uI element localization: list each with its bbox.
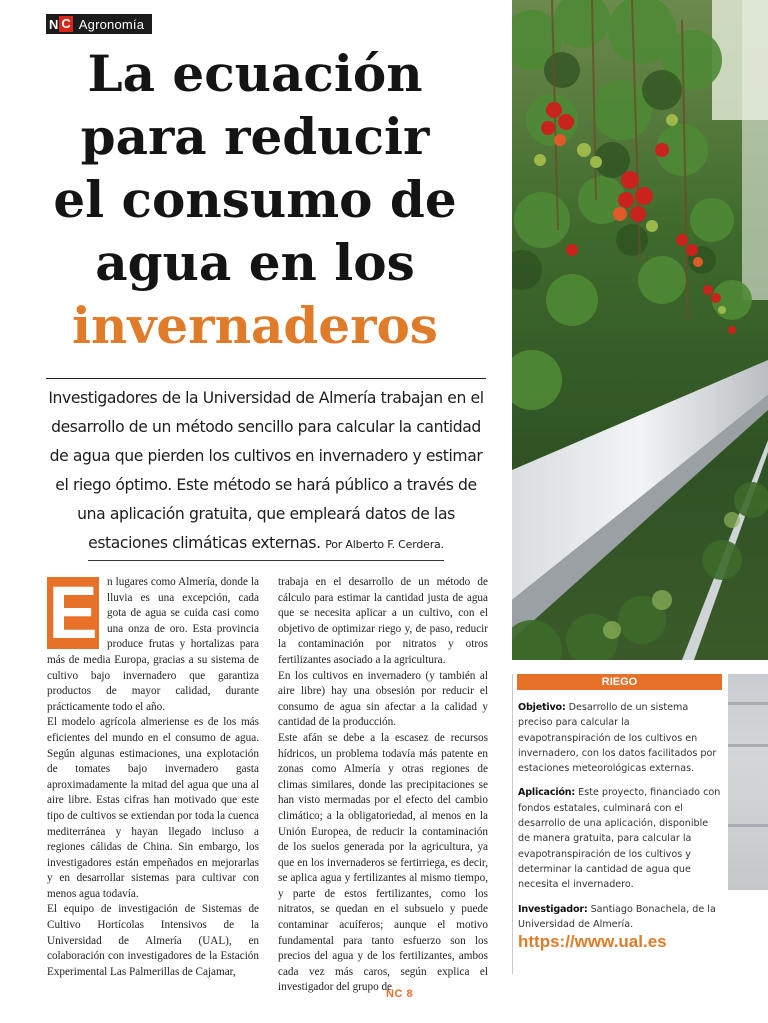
section-tag: [46, 14, 152, 34]
greenhouse-tomato-photo: [512, 0, 768, 660]
sidebar-label: Investigador:: [518, 903, 588, 915]
standfirst-line: desarrollo de un método sencillo para calcular la cantidad: [51, 418, 481, 436]
standfirst-line: una aplicación gratuita, que empleará datos de las: [77, 505, 455, 523]
headline-accent-word: invernaderos: [72, 296, 438, 355]
sidebar-investigador: [518, 902, 722, 933]
body-column-1: [47, 571, 259, 980]
standfirst-line: estaciones climáticas externas.: [88, 534, 321, 552]
standfirst-line: el riego óptimo. Este método se hará público a través de: [55, 476, 477, 494]
side-photo-strip: [728, 674, 768, 890]
standfirst-line: Investigadores de la Universidad de Almería trabajan en el: [48, 389, 484, 407]
body-paragraph: En los cultivos en invernadero (y también al aire libre) hay una obsesión por reducir el consumo de agua sin afectar a la calidad y cantidad de la producción.: [278, 669, 488, 729]
photo-stripe: [728, 702, 768, 705]
sidebar-label: Aplicación:: [518, 787, 576, 799]
byline: Por Alberto F. Cerdera.: [325, 538, 444, 551]
greenhouse-illustration: [512, 0, 768, 660]
photo-stripe: [728, 824, 768, 827]
sidebar-label: Objetivo:: [518, 702, 566, 713]
body-column-2: [278, 575, 488, 996]
headline-line: el consumo de: [53, 170, 457, 229]
sidebar-text: Desarrollo de un sistema preciso para calcular la evapotranspiración de los cultivos en invernadero, con los datos facilitados por estaciones meteorológicas externas.: [518, 702, 717, 775]
page-folio: NC 8: [386, 988, 414, 1000]
article-headline: [20, 42, 490, 357]
sidebar-aplicacion: [518, 785, 722, 892]
standfirst: [46, 378, 486, 561]
logo-letter-c: C: [61, 16, 71, 31]
photo-stripe: [728, 744, 768, 747]
sidebar-text: Santiago Bonachela, de la Universidad de Almería.: [518, 903, 716, 930]
standfirst-line: de agua que pierden los cultivos en invernadero y estimar: [49, 447, 483, 465]
info-sidebar: [512, 674, 722, 974]
drop-cap: E: [48, 571, 98, 654]
standfirst-last-line: [88, 529, 444, 561]
sidebar-objetivo: [518, 700, 722, 776]
body-paragraph: trabaja en el desarrollo de un método de cálculo para estimar la cantidad justa de agua que se necesita aplicar a un cultivo, con el objetivo de optimizar riego y, de paso, reducir la contaminación por nitratos y otros fertilizantes asociado a la agricultura.: [278, 576, 488, 666]
body-paragraph: Este afán se debe a la escasez de recursos hídricos, un problema todavía más patente en zonas como Almería y otras regiones de climas similares, donde las precipitaciones se han visto mermadas por el efecto del cambio climático; a la obligatoriedad, al menos en la Unión Europea, de reducir la contaminación de los suelos generada por la agricultura, ya que en los invernaderos se fertirriega, es decir, se aplica agua y fertilizantes al mismo tiempo, y parte de estos fertilizantes, como los nitratos, se quedan en el subsuelo y puede contaminar acuíferos; aunque el motivo fundamental para tanto esfuerzo son los precios del agua y de los fertilizantes, ambos cada vez más caros, según explica el investigador del grupo de: [278, 731, 488, 994]
ual-website-link[interactable]: https://www.ual.es: [518, 932, 667, 951]
sidebar-title: RIEGO: [517, 674, 722, 690]
section-label: Agronomía: [78, 16, 145, 32]
headline-line: para reducir: [80, 107, 430, 166]
sidebar-text: Este proyecto, financiado con fondos estatales, culminará con el desarrollo de una aplicación, disponible de manera gratuita, para calcular la evapotranspiración de los cultivos y determinar la cantidad de agua que necesita el invernadero.: [518, 787, 721, 891]
logo-letter-n: N: [49, 16, 59, 32]
body-paragraph: El modelo agrícola almeriense es de los más eficientes del mundo en el consumo de agua. Según algunas estimaciones, una explotación de tomates bajo invernadero gasta aproximadamente la mitad del agua que una al aire libre. Estas cifras han motivado que este tipo de cultivos se extiendan por toda la cuenca mediterránea y hayan llegado incluso a regiones cálidas de China. Sin embargo, los investigadores están empeñados en mejorarlas y en desarrollar sistemas para cultivar con menos agua todavía.: [47, 716, 259, 900]
headline-line: La ecuación: [87, 44, 423, 103]
headline-line: agua en los: [95, 233, 415, 292]
sidebar-body: [513, 690, 722, 932]
body-paragraph: El equipo de investigación de Sistemas de Cultivo Hortícolas Intensivos de la Universidad de Almería (UAL), en colaboración con investigadores de la Estación Experimental Las Palmerillas de Cajamar,: [47, 903, 259, 978]
magazine-logo: [46, 14, 75, 34]
body-paragraph: n lugares como Almería, donde la lluvia es una excepción, cada gota de agua se cuida casi como una onza de oro. Esta provincia produce frutas y hortalizas para más de media Europa, gracias a su sistema de cultivo bajo invernadero que garantiza productos de mayor calidad, durante prácticamente todo el año.: [47, 576, 259, 713]
